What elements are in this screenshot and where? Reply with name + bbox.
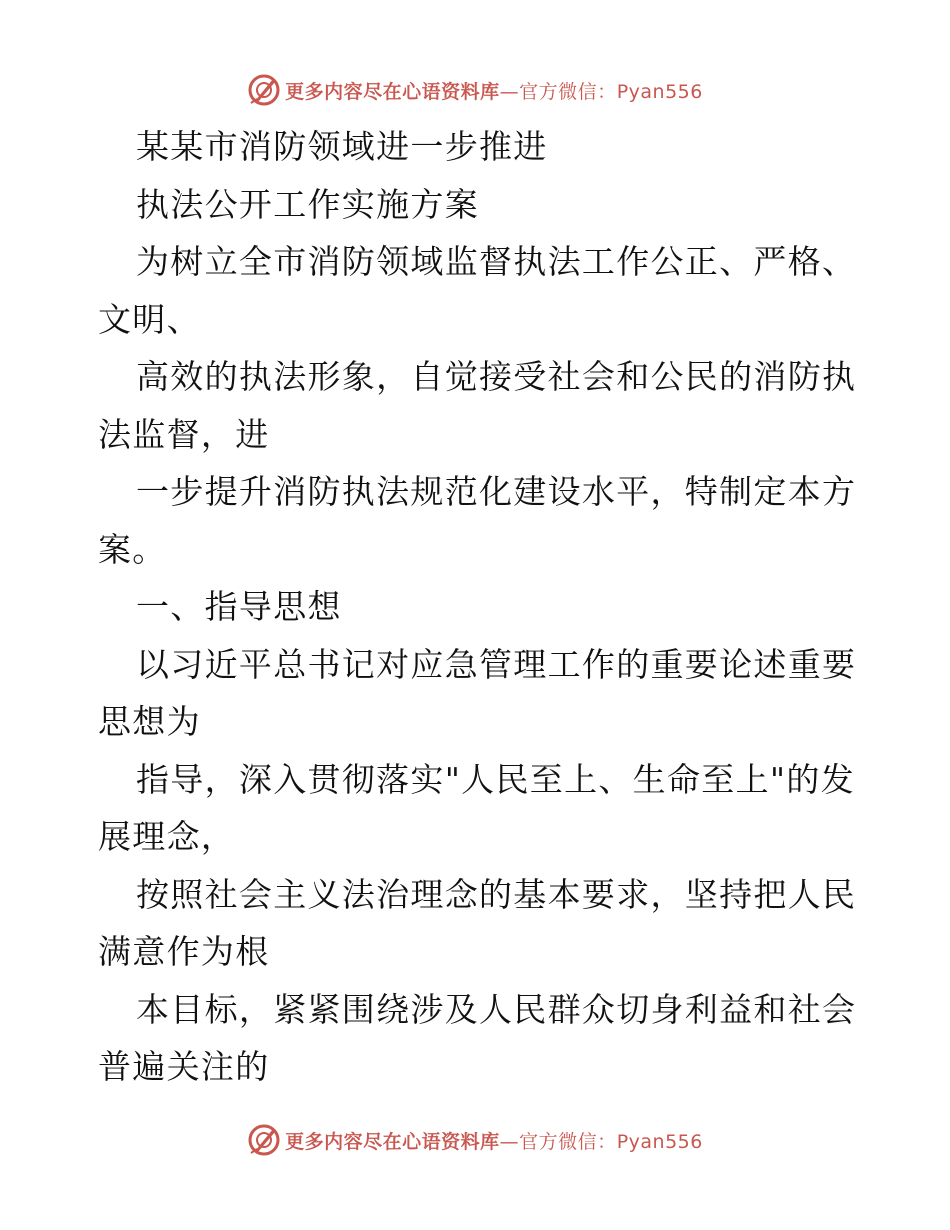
paragraph-line: 法监督，进 [98, 414, 270, 454]
banner-slogan: 更多内容尽在心语资料库 [285, 80, 500, 103]
banner-slogan: 更多内容尽在心语资料库 [285, 1130, 500, 1153]
paragraph-line: 为树立全市消防领域监督执法工作公正、严格、 [136, 242, 857, 281]
paragraph-line: 满意作为根 [98, 932, 270, 971]
header-watermark-banner [0, 70, 950, 110]
quill-logo-icon [247, 73, 281, 107]
paragraph-line: 案。 [98, 529, 167, 569]
paragraph-line: 本目标，紧紧围绕涉及人民群众切身利益和社会 [136, 989, 857, 1029]
banner-dash: — [499, 1130, 520, 1153]
document-body [98, 118, 858, 1096]
paragraph-line: 思想为 [98, 702, 201, 741]
paragraph-line: 展理念， [98, 817, 236, 856]
paragraph-line: 一步提升消防执法规范化建设水平，特制定本方 [136, 472, 857, 511]
banner-text [285, 1127, 703, 1154]
banner-wechat-id: Pyan556 [616, 1130, 703, 1153]
banner-wechat-label: 官方微信： [519, 80, 617, 103]
banner-dash: — [499, 80, 520, 103]
banner-wechat-id: Pyan556 [616, 80, 703, 103]
footer-watermark-banner [0, 1120, 950, 1160]
paragraph-line: 指导，深入贯彻落实"人民至上、生命至上"的发 [136, 759, 855, 799]
banner-text [285, 77, 703, 104]
paragraph-line: 文明、 [98, 299, 201, 339]
banner-wechat-label: 官方微信： [519, 1130, 617, 1153]
paragraph-line: 高效的执法形象，自觉接受社会和公民的消防执 [136, 357, 857, 396]
section-heading: 一、指导思想 [136, 587, 342, 626]
paragraph-line: 普遍关注的 [98, 1047, 270, 1086]
paragraph-line: 按照社会主义法治理念的基本要求，坚持把人民 [136, 874, 857, 914]
quill-logo-icon [247, 1123, 281, 1157]
doc-title-line-2: 执法公开工作实施方案 [136, 184, 479, 224]
paragraph-line: 以习近平总书记对应急管理工作的重要论述重要 [136, 644, 857, 684]
doc-title-line-1: 某某市消防领域进一步推进 [136, 127, 548, 166]
